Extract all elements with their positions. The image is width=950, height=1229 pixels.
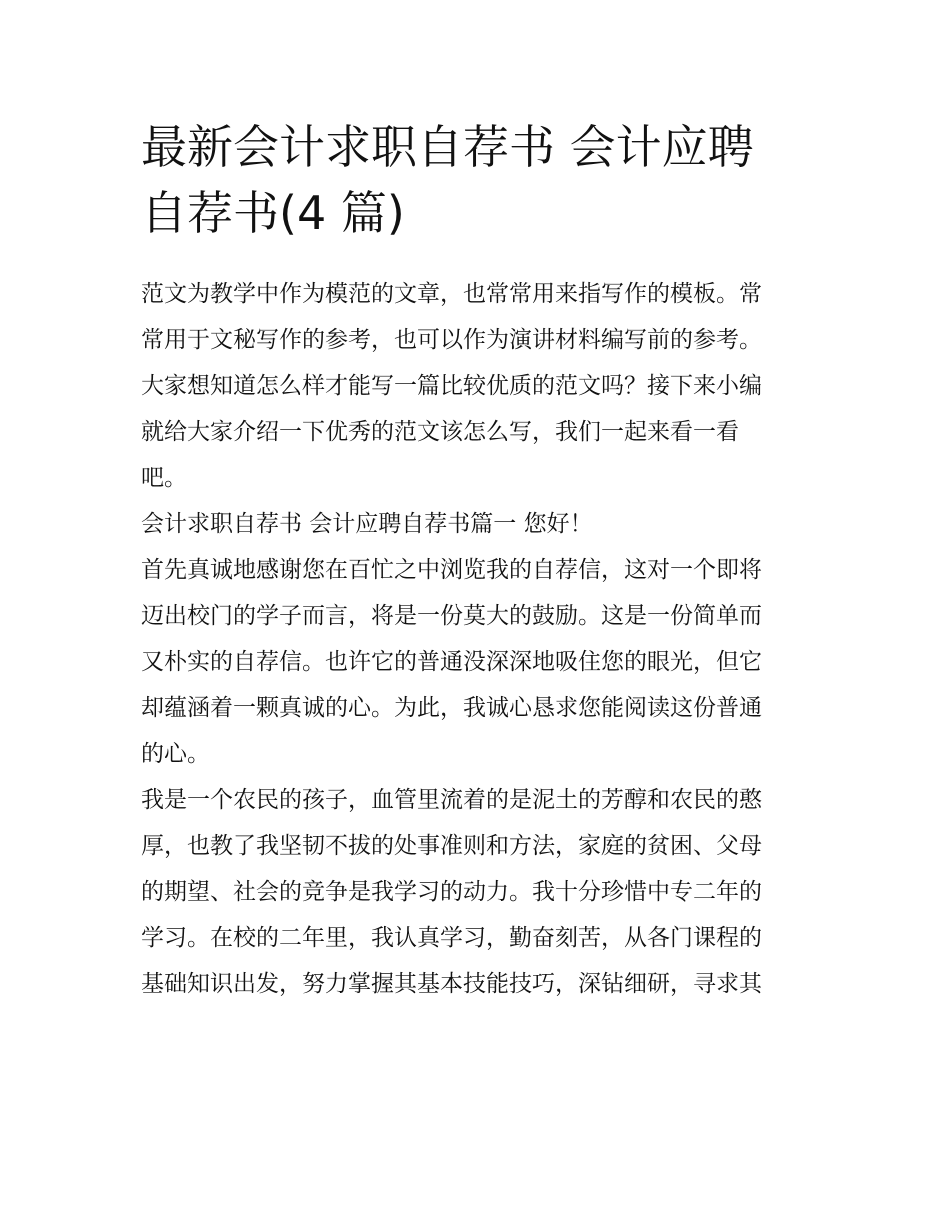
body-paragraph [141, 777, 813, 1007]
text-line: 会计求职自荐书 会计应聘自荐书篇一 您好！ [141, 511, 593, 537]
text-line: 却蕴涵着一颗真诚的心。为此，我诚心恳求您能阅读这份普通 [141, 695, 762, 721]
text-line: 我是一个农民的孩子，血管里流着的是泥土的芳醇和农民的憨 [141, 787, 762, 813]
text-line: 基础知识出发，努力掌握其基本技能技巧，深钻细研，寻求其 [141, 971, 762, 997]
text-line: 大家想知道怎么样才能写一篇比较优质的范文吗？接下来小编 [141, 373, 762, 399]
document-body [141, 271, 813, 1007]
text-line: 厚，也教了我坚韧不拔的处事准则和方法，家庭的贫困、父母 [141, 833, 762, 859]
document-title [141, 114, 813, 246]
document-content [141, 114, 813, 1007]
text-line: 范文为教学中作为模范的文章，也常常用来指写作的模板。常 [141, 281, 762, 307]
body-paragraph [141, 547, 813, 777]
text-line: 的心。 [141, 741, 210, 767]
text-line: 首先真诚地感谢您在百忙之中浏览我的自荐信，这对一个即将 [141, 557, 762, 583]
text-line: 的期望、社会的竞争是我学习的动力。我十分珍惜中专二年的 [141, 879, 762, 905]
section-heading-paragraph [141, 501, 813, 547]
text-line: 就给大家介绍一下优秀的范文该怎么写，我们一起来看一看 [141, 419, 739, 445]
text-line: 迈出校门的学子而言，将是一份莫大的鼓励。这是一份简单而 [141, 603, 762, 629]
text-line: 吧。 [141, 465, 187, 491]
title-line: 自荐书(4 篇) [141, 186, 405, 240]
intro-paragraph [141, 271, 813, 501]
text-line: 又朴实的自荐信。也许它的普通没深深地吸住您的眼光，但它 [141, 649, 762, 675]
text-line: 常用于文秘写作的参考，也可以作为演讲材料编写前的参考。 [141, 327, 762, 353]
title-line: 最新会计求职自荐书 会计应聘 [141, 120, 754, 174]
text-line: 学习。在校的二年里，我认真学习，勤奋刻苦，从各门课程的 [141, 925, 762, 951]
